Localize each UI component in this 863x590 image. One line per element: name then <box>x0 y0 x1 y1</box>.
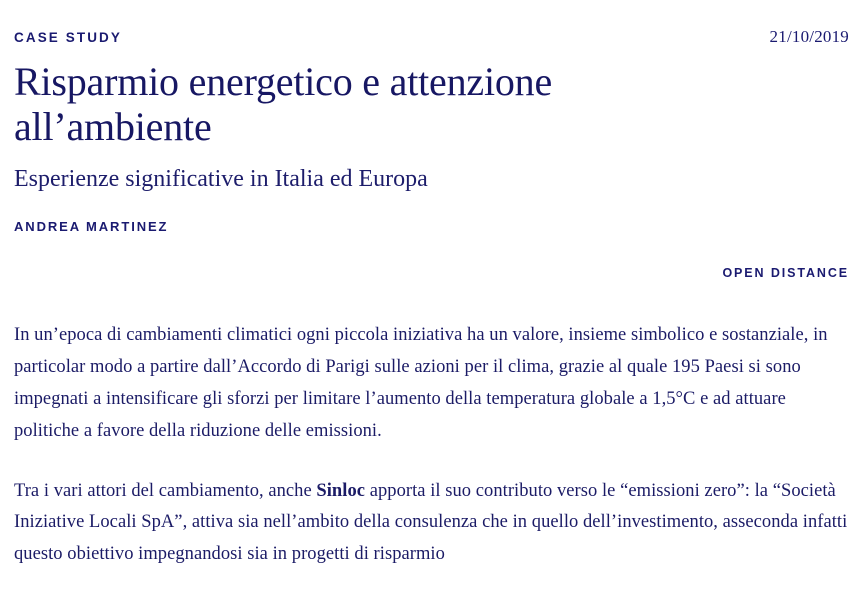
paragraph-1: In un’epoca di cambiamenti climatici ogni piccola iniziativa ha un valore, insieme simbolico e sostanziale, in particolar modo a partire dall’Accordo di Parigi sulle azioni per il clima, grazie al quale 195 Paesi si sono impegnati a intensificare gli sforzi per limitare l’aumento della temperatura globale a 1,5°C e ad attuare politiche a favore della riduzione delle emissioni. <box>14 325 828 441</box>
paragraph-2-text-before: Tra i vari attori del cambiamento, anche <box>14 480 317 501</box>
article-tag-row <box>14 264 849 282</box>
article-date: 21/10/2019 <box>769 27 849 46</box>
article-subtitle: Esperienze significative in Italia ed Europa <box>14 165 428 192</box>
article-body <box>14 320 849 571</box>
paragraph-2 <box>14 476 849 571</box>
article-meta-row <box>14 0 849 47</box>
paragraph-2-text-after: apporta il suo contributo verso le “emissioni zero”: la “Società Iniziative Locali SpA”, attiva sia nell’ambito della consulenza che in quello dell’investimento, asseconda infatti questo obiettivo impegnandosi sia in progetti di risparmio <box>14 480 848 565</box>
sinloc-link[interactable]: Sinloc <box>316 480 366 501</box>
article-kicker: CASE STUDY <box>14 30 123 45</box>
article-tag-open-distance[interactable]: OPEN DISTANCE <box>722 266 849 281</box>
article-author: ANDREA MARTINEZ <box>14 219 169 235</box>
page-title: Risparmio energetico e attenzione all’ambiente <box>14 59 553 149</box>
